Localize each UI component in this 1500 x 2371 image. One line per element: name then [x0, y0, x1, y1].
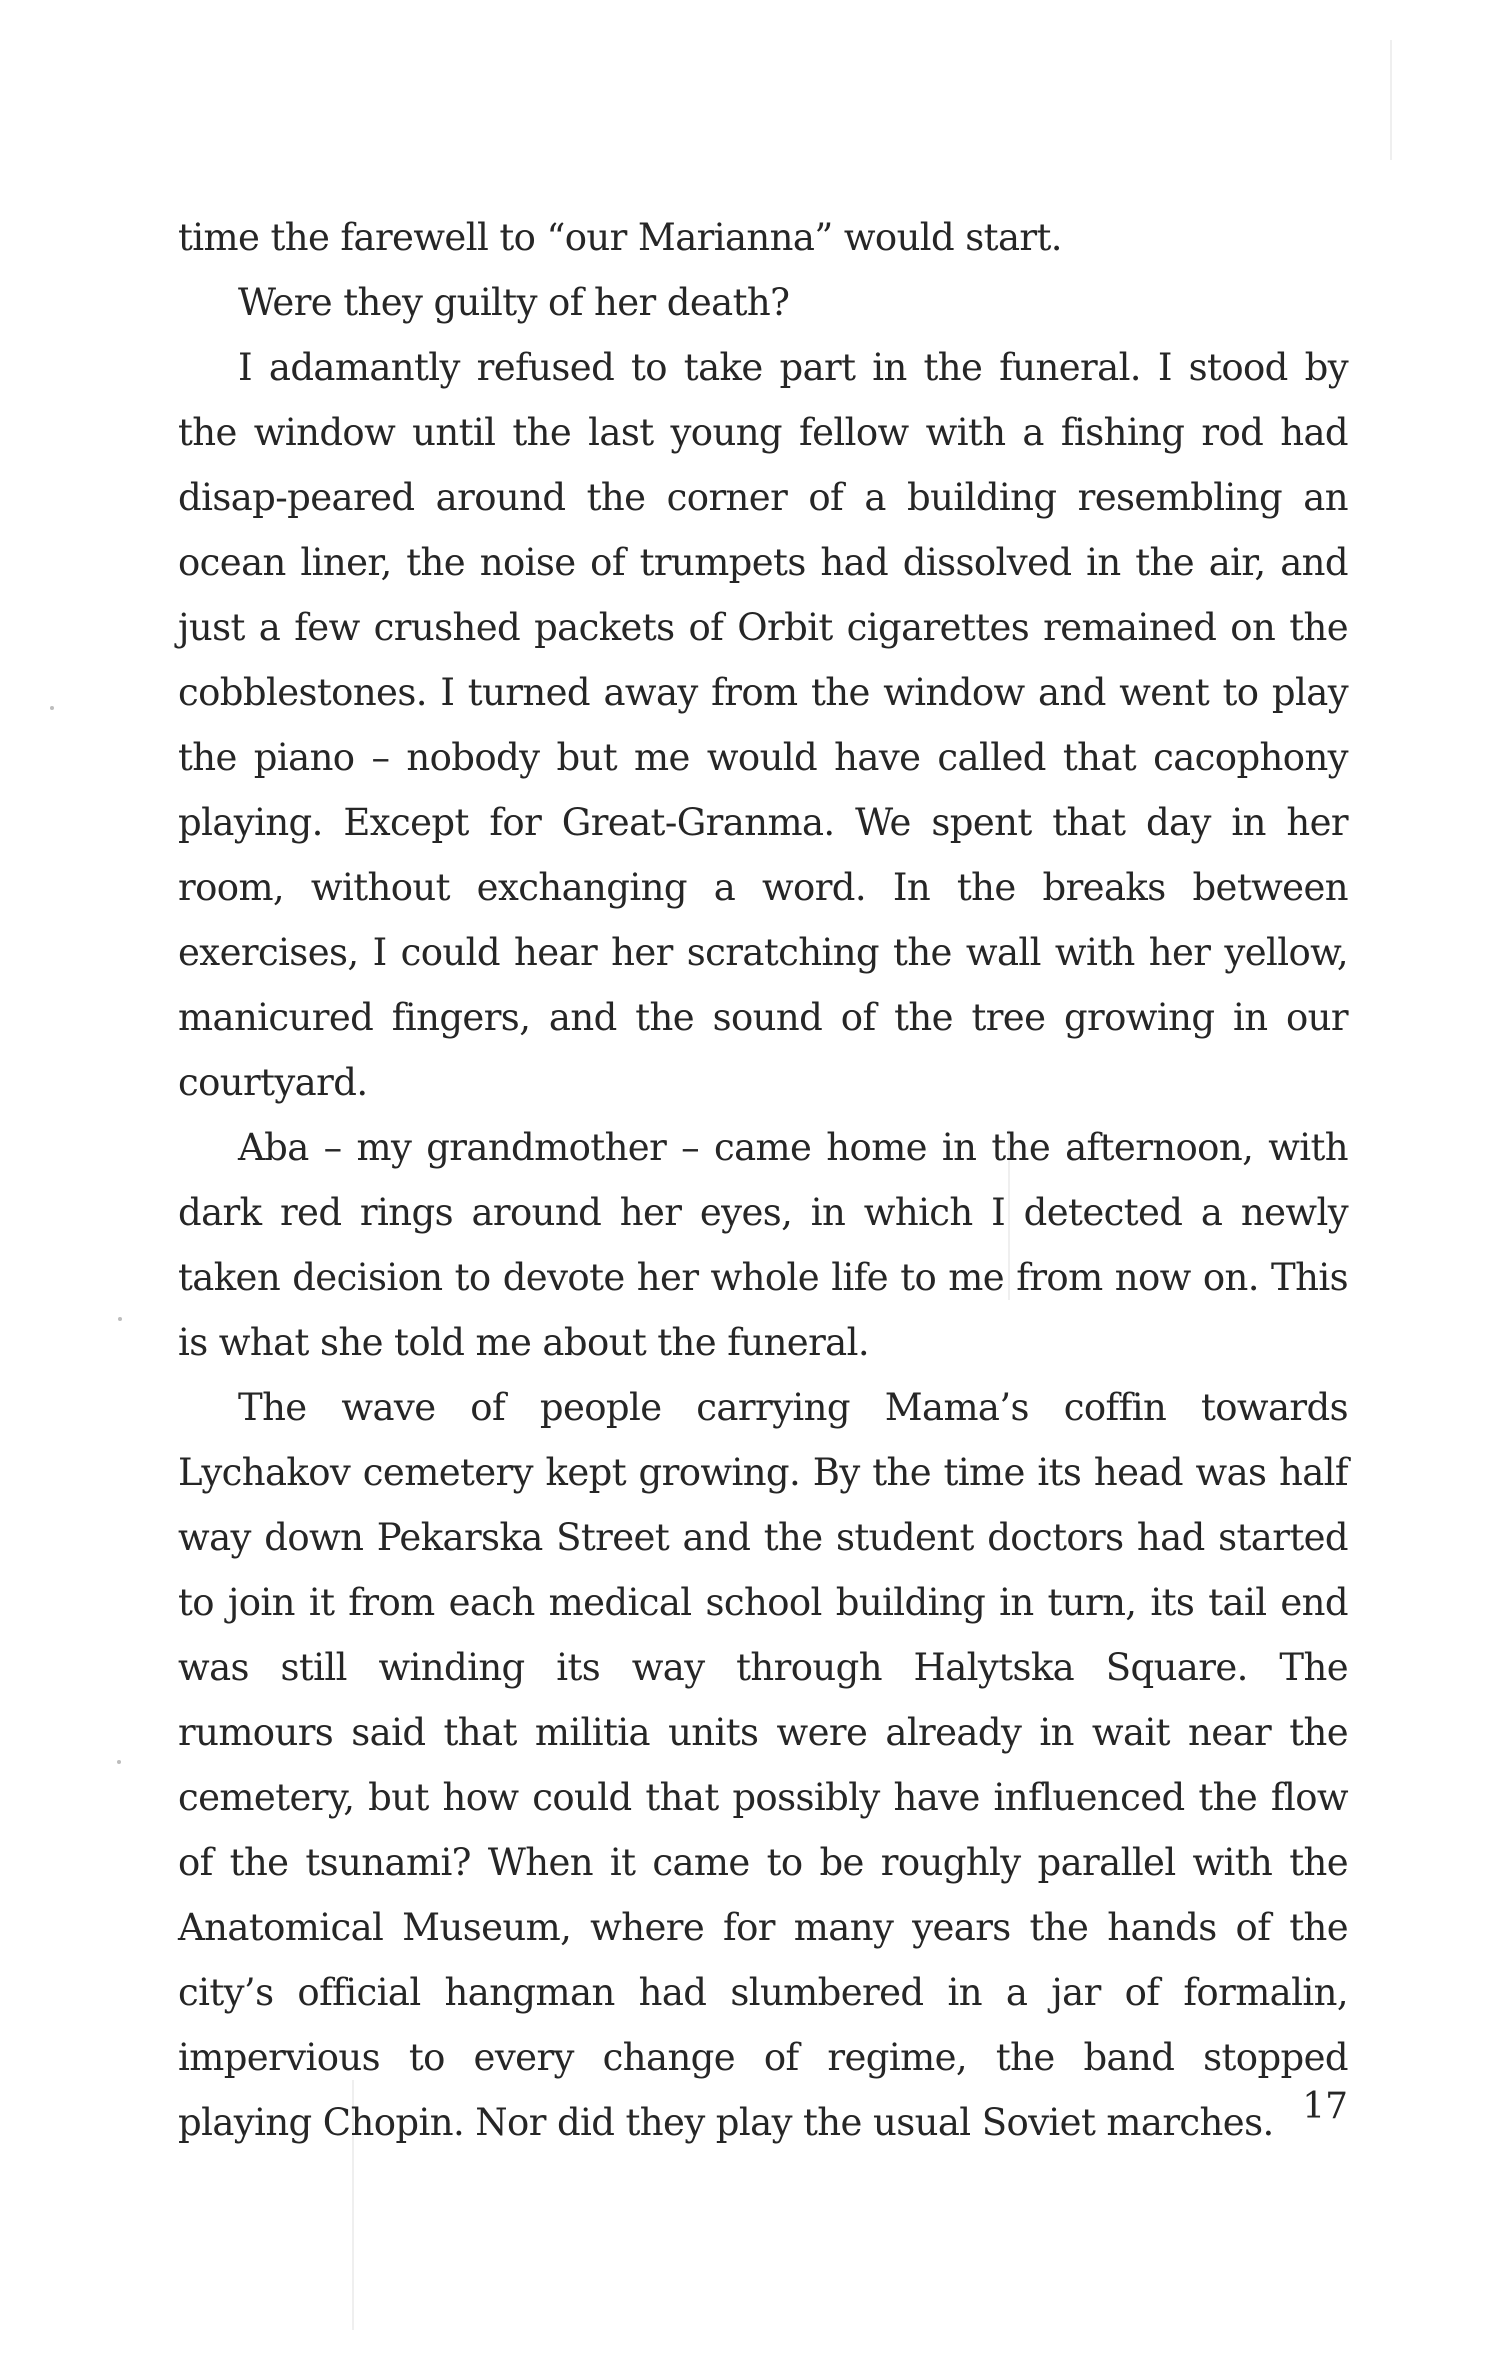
- scan-speck: [118, 1317, 122, 1321]
- paragraph: Aba – my grandmother – came home in the afternoon, with dark red rings around her eyes, in which I detected a newly taken decision to devote her whole life to me from now on. This is what she told me about the funeral.: [178, 1126, 1348, 1364]
- paragraph: I adamantly refused to take part in the funeral. I stood by the window until the last young fellow with a fishing rod had disap-peared around the corner of a building resembling an ocean liner, the noise of trumpets had dissolved in the air, and just a few crushed packets of Orbit cigarettes remained on the cobblestones. I turned away from the window and went to play the piano – nobody but me would have called that cacophony playing. Except for Great-Granma. We spent that day in her room, without exchanging a word. In the breaks between exercises, I could hear her scratching the wall with her yellow, manicured fingers, and the sound of the tree growing in our courtyard.: [178, 346, 1348, 1104]
- page-number: 17: [1302, 2086, 1348, 2127]
- body-text: [178, 205, 1348, 2155]
- scan-speck: [117, 1760, 121, 1764]
- scan-artifact-line: [1390, 40, 1392, 160]
- paragraph: time the farewell to “our Marianna” would start.: [178, 216, 1062, 259]
- scan-speck: [50, 706, 54, 710]
- paragraph: The wave of people carrying Mama’s coffin towards Lychakov cemetery kept growing. By the time its head was half way down Pekarska Street and the student doctors had started to join it from each medical school building in turn, its tail end was still winding its way through Halytska Square. The rumours said that militia units were already in wait near the cemetery, but how could that possibly have influenced the flow of the tsunami? When it came to be roughly parallel with the Anatomical Museum, where for many years the hands of the city’s official hangman had slumbered in a jar of formalin, impervious to every change of regime, the band stopped playing Chopin. Nor did they play the usual Soviet marches.: [178, 1386, 1348, 2144]
- paragraph: Were they guilty of her death?: [238, 281, 790, 324]
